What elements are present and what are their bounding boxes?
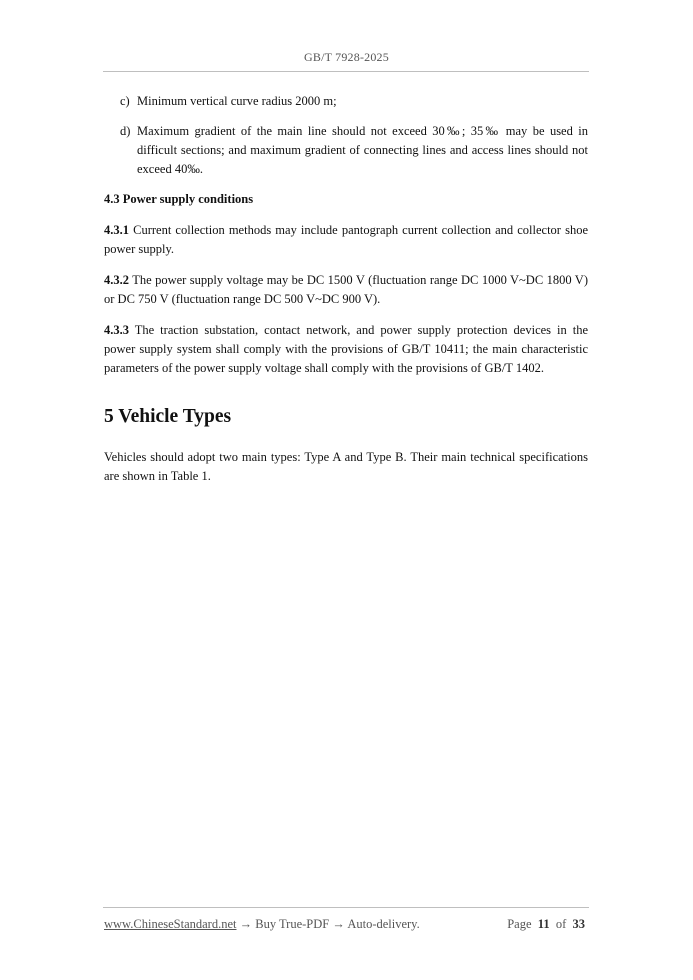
clause-number: 4.3.2 [104,273,129,287]
list-item-c [104,92,588,111]
page-header: GB/T 7928-2025 [304,50,389,64]
page-footer [104,917,585,932]
chapter-heading-5: 5 Vehicle Types [104,406,232,427]
arrow-icon: → [239,917,253,931]
website-link[interactable]: www.ChineseStandard.net [104,917,237,931]
list-item-d [104,122,588,179]
chapter-5-paragraph: Vehicles should adopt two main types: Type A and Type B. Their main technical specifications are shown in Table 1. [104,450,588,483]
list-marker-d: d) [120,124,131,138]
footer-rule [103,907,589,908]
page-content [104,88,588,486]
buy-text: Buy True-PDF [255,917,330,931]
page-indicator [507,917,585,932]
page-number: 11 [537,917,550,931]
header-rule [103,71,589,72]
clause-number: 4.3.1 [104,223,129,237]
clause-text: The power supply voltage may be DC 1500 V (fluctuation range DC 1000 V~DC 1800 V) or DC 750 V (fluctuation range DC 500 V~DC 900 V). [104,273,588,306]
clause-4-3-2 [104,271,588,309]
delivery-text: Auto-delivery. [347,917,420,931]
footer-promo [104,917,420,931]
page-total: 33 [572,917,585,931]
clause-number: 4.3.3 [104,323,129,337]
clause-4-3-1 [104,221,588,259]
of-label: of [555,917,567,931]
clause-text: Current collection methods may include pantograph current collection and collector shoe power supply. [104,223,589,256]
clause-text: The traction substation, contact network, and power supply protection devices in the power supply system shall comply with the provisions of GB/T 10411; the main characteristic parameters of the power supply voltage shall comply with the provisions of GB/T 1402. [104,323,588,375]
list-text-d: Maximum gradient of the main line should not exceed 30‰; 35‰ may be used in difficult sections; and maximum gradient of connecting lines and access lines should not exceed 40‰. [137,124,588,176]
list-marker-c: c) [120,94,130,108]
list-text-c: Minimum vertical curve radius 2000 m; [137,94,337,108]
page-label: Page [507,917,532,931]
section-heading-4-3: 4.3 Power supply conditions [104,192,254,206]
clause-4-3-3 [104,321,588,378]
arrow-icon: → [332,917,345,931]
